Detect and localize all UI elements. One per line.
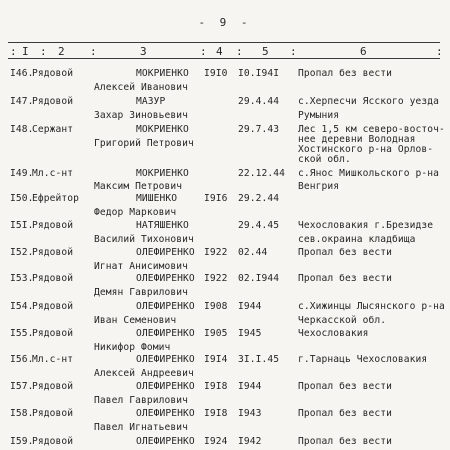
- row-given-name: Федор Маркович: [94, 207, 177, 218]
- row-rank: Рядовой: [32, 247, 74, 258]
- row-date: I944: [238, 381, 262, 392]
- row-rank: Мл.с-нт: [32, 354, 74, 365]
- row-note: Пропал без вести: [298, 408, 393, 419]
- row-birth-year: I9I4: [204, 354, 228, 365]
- column-header-4: 4: [216, 45, 223, 58]
- column-separator: :: [290, 45, 297, 58]
- row-note: с.Янос Мишкольского р-на: [298, 168, 440, 179]
- row-birth-year: I922: [204, 273, 228, 284]
- row-note-line2: Румыния: [298, 110, 340, 121]
- row-birth-year: I9I8: [204, 408, 228, 419]
- table-row: [0, 436, 450, 450]
- row-given-name: Захар Зиновьевич: [94, 110, 189, 121]
- row-date: 22.12.44: [238, 168, 286, 179]
- column-separator: :: [90, 45, 97, 58]
- row-date: 3I.I.45: [238, 354, 280, 365]
- row-given-name: Демян Гаврилович: [94, 287, 189, 298]
- row-note-line2: Венгрия: [298, 181, 340, 192]
- page-number: - 9 -: [198, 16, 252, 29]
- row-date: 29.7.43: [238, 124, 280, 135]
- row-birth-year: I905: [204, 328, 228, 339]
- header-rule-top: [8, 42, 440, 43]
- row-note-line4: ской обл.: [298, 154, 351, 165]
- row-note: с.Херпесчи Ясского уезда: [298, 96, 440, 107]
- row-surname: ОЛЕФИРЕНКО: [136, 301, 195, 312]
- column-separator: :: [200, 45, 207, 58]
- row-note: Пропал без вести: [298, 273, 393, 284]
- row-note: Лес 1,5 км северо-восточ-: [298, 124, 445, 135]
- row-number: I49.: [10, 168, 34, 179]
- row-given-name: Василий Тихонович: [94, 234, 194, 245]
- table-row: [0, 124, 450, 166]
- row-rank: Рядовой: [32, 301, 74, 312]
- row-note: г.Тарнаць Чехословакия: [298, 354, 428, 365]
- row-rank: Рядовой: [32, 408, 74, 419]
- row-surname: ОЛЕФИРЕНКО: [136, 247, 195, 258]
- row-given-name: Никифор Фомич: [94, 342, 171, 353]
- row-given-name: Иван Семенович: [94, 315, 177, 326]
- column-separator: :: [10, 45, 17, 58]
- row-date: 29.4.45: [238, 220, 280, 231]
- row-birth-year: I922: [204, 247, 228, 258]
- row-note: с.Хижинцы Лысянского р-на: [298, 301, 445, 312]
- column-header-1: I: [22, 45, 29, 58]
- row-surname: МОКРИЕНКО: [136, 168, 189, 179]
- row-rank: Рядовой: [32, 96, 74, 107]
- row-date: I942: [238, 436, 262, 447]
- row-date: 29.4.44: [238, 96, 280, 107]
- column-separator: :: [236, 45, 243, 58]
- row-surname: ОЛЕФИРЕНКО: [136, 436, 195, 447]
- row-note-line2: нее деревни Володная: [298, 134, 416, 145]
- row-date: 02.44: [238, 247, 268, 258]
- row-rank: Рядовой: [32, 328, 74, 339]
- row-surname: МАЗУР: [136, 96, 166, 107]
- row-date: I943: [238, 408, 262, 419]
- row-number: I58.: [10, 408, 34, 419]
- row-rank: Мл.с-нт: [32, 168, 74, 179]
- row-birth-year: I9I8: [204, 381, 228, 392]
- row-surname: ОЛЕФИРЕНКО: [136, 273, 195, 284]
- column-header-6: 6: [360, 45, 367, 58]
- row-number: I53.: [10, 273, 34, 284]
- row-date: I945: [238, 328, 262, 339]
- row-note: Чехословакия г.Брезидзе: [298, 220, 434, 231]
- row-number: I54.: [10, 301, 34, 312]
- row-number: I47.: [10, 96, 34, 107]
- row-rank: Рядовой: [32, 68, 74, 79]
- row-given-name: Алексей Иванович: [94, 82, 189, 93]
- row-surname: ОЛЕФИРЕНКО: [136, 328, 195, 339]
- row-given-name: Максим Петрович: [94, 181, 183, 192]
- row-surname: ОЛЕФИРЕНКО: [136, 408, 195, 419]
- row-surname: МОКРИЕНКО: [136, 124, 189, 135]
- column-separator: :: [40, 45, 47, 58]
- row-rank: Ефрейтор: [32, 193, 80, 204]
- row-birth-year: I9I6: [204, 193, 228, 204]
- row-surname: ОЛЕФИРЕНКО: [136, 381, 195, 392]
- row-date: I944: [238, 301, 262, 312]
- row-rank: Рядовой: [32, 273, 74, 284]
- row-given-name: Игнат Анисимович: [94, 261, 189, 272]
- row-note: Пропал без вести: [298, 436, 393, 447]
- row-note: Чехословакия: [298, 328, 369, 339]
- row-number: I5I.: [10, 220, 34, 231]
- row-number: I50.: [10, 193, 34, 204]
- row-note: Пропал без вести: [298, 247, 393, 258]
- row-date: 02.I944: [238, 273, 280, 284]
- row-given-name: Алексей Андреевич: [94, 368, 194, 379]
- column-header-5: 5: [262, 45, 269, 58]
- row-date: 29.2.44: [238, 193, 280, 204]
- row-surname: МОКРИЕНКО: [136, 68, 189, 79]
- row-number: I55.: [10, 328, 34, 339]
- row-number: I56.: [10, 354, 34, 365]
- header-rule-bottom: [8, 58, 440, 59]
- column-header-2: 2: [58, 45, 65, 58]
- row-note-line2: сев.окраина кладбища: [298, 234, 416, 245]
- row-number: I46.: [10, 68, 34, 79]
- row-surname: НАТЯШЕНКО: [136, 220, 189, 231]
- row-birth-year: I924: [204, 436, 228, 447]
- row-rank: Сержант: [32, 124, 74, 135]
- column-separator: :: [436, 45, 443, 58]
- column-header-3: 3: [140, 45, 147, 58]
- row-number: I59.: [10, 436, 34, 447]
- row-birth-year: I9I0: [204, 68, 228, 79]
- row-birth-year: I908: [204, 301, 228, 312]
- row-rank: Рядовой: [32, 436, 74, 447]
- row-given-name: Павел Гаврилович: [94, 395, 189, 406]
- row-note: Пропал без вести: [298, 381, 393, 392]
- row-number: I57.: [10, 381, 34, 392]
- row-date: I0.I94I: [238, 68, 280, 79]
- row-given-name: Григорий Петрович: [94, 138, 194, 149]
- row-note-line3: Хостинского р-на Орлов-: [298, 144, 434, 155]
- row-rank: Рядовой: [32, 220, 74, 231]
- row-surname: ОЛЕФИРЕНКО: [136, 354, 195, 365]
- row-surname: МИШЕНКО: [136, 193, 178, 204]
- row-note: Пропал без вести: [298, 68, 393, 79]
- row-number: I52.: [10, 247, 34, 258]
- row-number: I48.: [10, 124, 34, 135]
- row-note-line2: Черкасской обл.: [298, 315, 387, 326]
- row-given-name: Павел Игнатьевич: [94, 422, 189, 433]
- row-rank: Рядовой: [32, 381, 74, 392]
